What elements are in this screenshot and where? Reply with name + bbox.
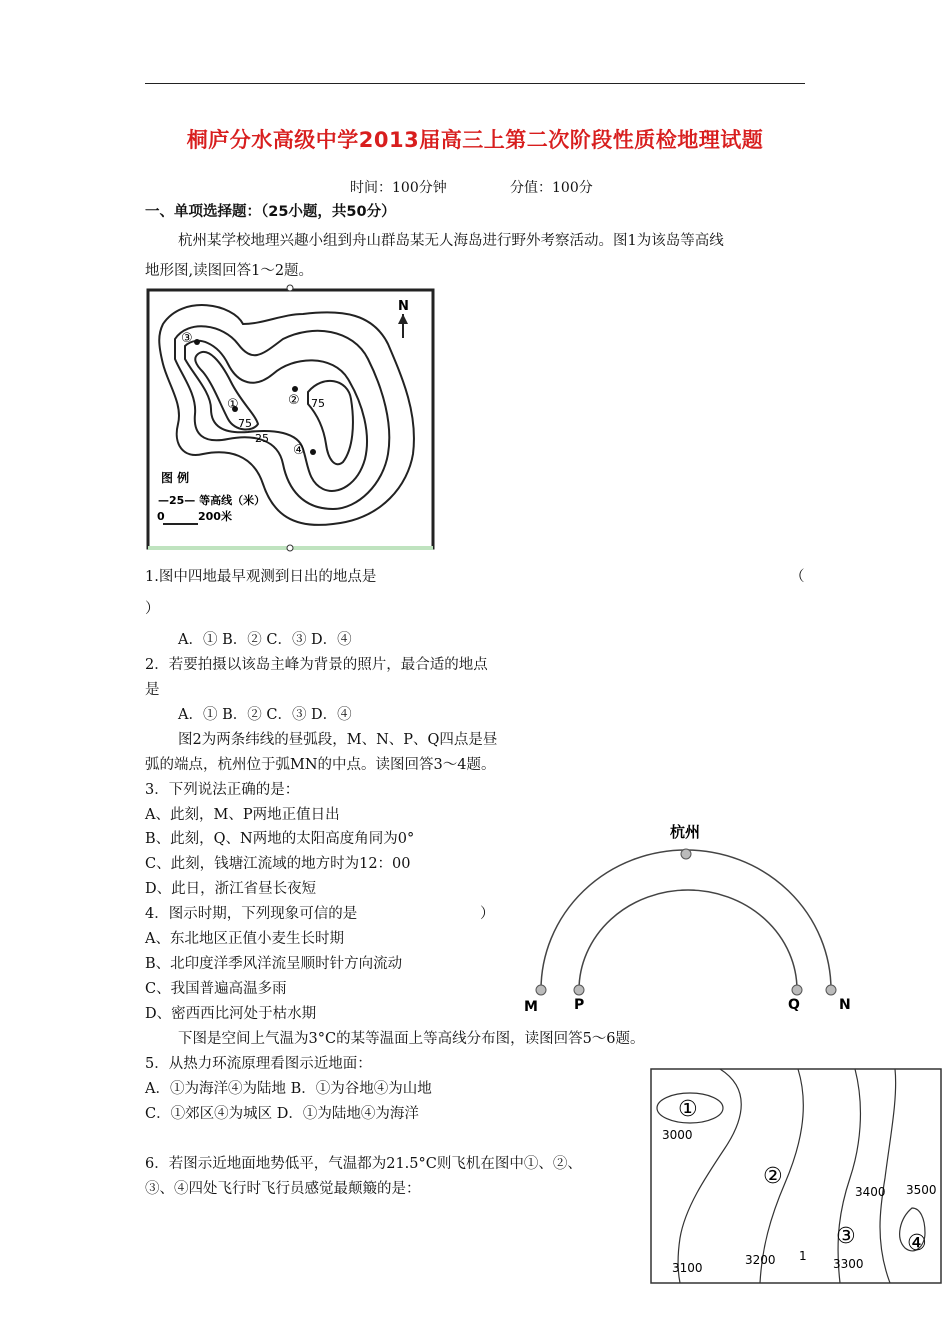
q4-stem: 4．图示时期，下列现象可信的是 [145,906,358,922]
q5-options-row2: C．①郊区④为城区 D．①为陆地④为海洋 [145,1106,419,1122]
q2-stem-line1: 2．若要拍摄以该岛主峰为背景的照片，最合适的地点 [145,657,488,673]
intro3: 下图是空间上气温为3°C的某等温面上等高线分布图，读图回答5～6题。 [178,1031,645,1047]
q6-stem-line1: 6．若图示近地面地势低平，气温都为21.5°C则飞机在图中①、②、 [145,1156,582,1172]
figure1-contour-map [143,284,438,554]
exam-time: 时间：100分钟 [350,180,447,196]
point4-dot [310,449,316,455]
point1-label: ① [678,1097,698,1122]
label-3100: 3100 [672,1261,703,1275]
q3-option-c: C、此刻，钱塘江流域的地方时为12：00 [145,856,411,872]
q5-stem: 5．从热力环流原理看图示近地面： [145,1056,372,1072]
header-rule [145,83,805,84]
q4-option-a: A、东北地区正值小麦生长时期 [145,931,344,947]
legend-title: 图 例 [161,471,190,485]
page-number: 1 [799,1249,807,1263]
section-heading: 一、单项选择题：（25小题，共50分） [145,204,396,220]
label-3200: 3200 [745,1253,776,1267]
m-label: M [524,999,538,1015]
q1-options: A．① B．② C．③ D．④ [178,632,352,648]
q4-paren: ） [480,906,495,922]
point-q-dot [792,985,802,995]
arc-mn [541,850,831,990]
intro1-line2: 地形图,读图回答1～2题。 [145,263,314,279]
exam-title: 桐庐分水高级中学2013届高三上第二次阶段性质检地理试题 [186,128,764,152]
label-3400: 3400 [855,1185,886,1199]
figure3-isotherm-map [650,1068,945,1286]
intro1-line1: 杭州某学校地理兴趣小组到舟山群岛某无人海岛进行野外考察活动。图1为该岛等高线 [178,233,724,249]
point-n-dot [826,985,836,995]
point1-label: ① [227,397,239,412]
n-label: N [839,997,851,1013]
q1-stem: 1.图中四地最早观测到日出的地点是 [145,569,377,585]
q3-option-d: D、此日，浙江省昼长夜短 [145,881,317,897]
point-p-dot [574,985,584,995]
q3-option-a: A、此刻，M、P两地正值日出 [145,807,340,823]
q2-stem-line2: 是 [145,682,160,698]
point2-label: ② [763,1164,783,1189]
point3-dot [194,339,200,345]
figure2-day-arcs [510,815,870,1015]
point3-label: ③ [181,331,193,346]
q4-option-d: D、密西西比河处于枯水期 [145,1006,317,1022]
label-3300: 3300 [833,1257,864,1271]
q2-options: A．① B．② C．③ D．④ [178,707,352,723]
contour-label-75-east: 75 [311,397,325,410]
north-label: N [398,299,409,314]
intro2-line2: 弧的端点，杭州位于弧MN的中点。读图回答3～4题。 [145,757,496,773]
q4-option-b: B、北印度洋季风洋流呈顺时针方向流动 [145,956,403,972]
point2-label: ② [288,393,300,408]
point-m-dot [536,985,546,995]
q5-options-row1: A．①为海洋④为陆地 B．①为谷地④为山地 [145,1081,432,1097]
contour-label-75-west: 75 [238,417,252,430]
q-label: Q [788,997,800,1013]
q3-stem: 3．下列说法正确的是： [145,782,300,798]
intro2-line1: 图2为两条纬线的昼弧段，M、N、P、Q四点是昼 [178,732,498,748]
hangzhou-label: 杭州 [670,823,701,841]
label-3500: 3500 [906,1183,937,1197]
scale-zero: 0 [157,510,165,523]
exam-score: 分值：100分 [510,180,593,196]
scale-200: 200米 [198,510,232,523]
point4-label: ④ [293,443,305,458]
q3-option-b: B、此刻，Q、N两地的太阳高度角同为0° [145,831,415,847]
point2-dot [292,386,298,392]
q1-paren-close: ） [145,601,160,617]
contour-label-25: 25 [255,432,269,445]
point4-label: ④ [907,1231,927,1256]
arc-pq [579,890,797,990]
p-label: P [574,997,585,1013]
q4-option-c: C、我国普遍高温多雨 [145,981,287,997]
label-3000: 3000 [662,1128,693,1142]
q6-stem-line2: ③、④四处飞行时飞行员感觉最颠簸的是： [145,1181,421,1197]
hangzhou-dot [681,849,691,859]
point3-label: ③ [836,1224,856,1249]
q1-paren-open: （ [790,569,805,585]
legend-contour: —25— 等高线（米） [158,494,266,507]
